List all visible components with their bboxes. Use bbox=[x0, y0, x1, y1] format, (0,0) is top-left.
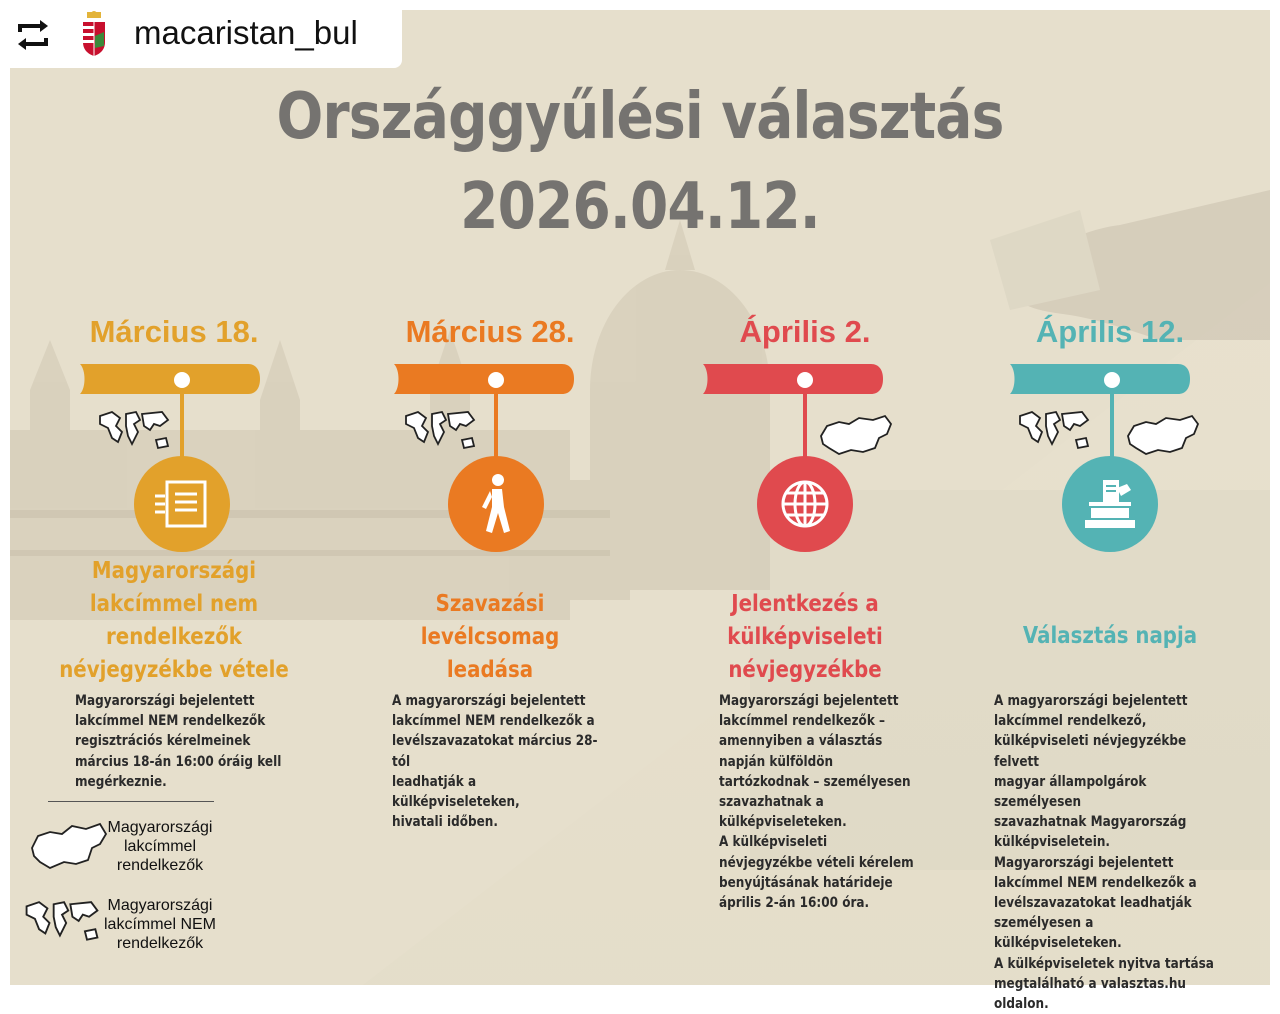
hungary-map-icon bbox=[28, 822, 108, 870]
legend-divider bbox=[48, 801, 214, 802]
step-description: Magyarországi bejelentett lakcímmel rendelkezők – amennyiben a választás napján külföldön tartózkodnak – személyesen szavazhatnak a külképviseleteken. A külképviseleti névjegyzékbe vételi kérelem benyújtásának határideje ápril‌is 2-án 16:00 óra. bbox=[719, 693, 914, 912]
hungary-coat-of-arms-icon bbox=[80, 10, 108, 58]
election-date: 2026.04.12. bbox=[460, 170, 820, 244]
hungary-map-icon bbox=[1124, 414, 1202, 456]
timeline-pin bbox=[797, 372, 813, 388]
step-heading: Választás napja bbox=[1022, 623, 1198, 649]
step-icon-circle bbox=[134, 456, 230, 552]
timeline-stem bbox=[1110, 378, 1114, 468]
timeline-pin bbox=[488, 372, 504, 388]
step-heading: Magyarországi lakcímmel nem rendelkezők névjegyzékbe vétele bbox=[59, 558, 289, 683]
timeline-stem bbox=[494, 378, 498, 468]
step-description: A magyarországi bejelentett lakcímmel rendelkező, külképviseleti névjegyzékbe felvett magyar állampolgárok személyesen szavazhatnak Magyarország külképviseletein. Magyarországi bejelentett lakcímmel NEM rendelkezők a levélszavazatokat leadhatják személyesen a külképviseleteken. A külképviseletek nyitva tartása megtalálható a valasztas.hu oldalon. bbox=[994, 693, 1214, 1013]
step-april-12 bbox=[960, 0, 1260, 1013]
timeline-ribbon bbox=[80, 364, 260, 394]
timeline-pin bbox=[1104, 372, 1120, 388]
globe-icon bbox=[779, 478, 831, 530]
registration-form-icon bbox=[151, 476, 213, 532]
step-description: Magyarországi bejelentett lakcímmel NEM rendelkezők regisztrációs kérelmeinek március 18-án 16:00 óráig kell megérkeznie. bbox=[75, 693, 282, 790]
world-map-icon bbox=[16, 898, 108, 948]
legend-hungary-label: Magyarországi lakcímmel rendelkezők bbox=[107, 819, 213, 874]
timeline-ribbon bbox=[1010, 364, 1190, 394]
world-map-icon bbox=[96, 408, 172, 456]
step-icon-circle bbox=[1062, 456, 1158, 552]
legend-world-label: Magyarországi lakcímmel NEM rendelkezők bbox=[103, 897, 216, 952]
step-description: A magyarországi bejelentett lakcímmel NEM rendelkezők a levélszavazatokat március 28-tól leadhatják a külképviseleteken, hivatali időben. bbox=[392, 693, 598, 831]
repost-header bbox=[0, 0, 402, 68]
account-handle[interactable]: macaristan_bul bbox=[134, 14, 358, 51]
step-date: Március 18. bbox=[89, 314, 259, 349]
timeline-stem bbox=[180, 378, 184, 468]
repost-icon[interactable] bbox=[14, 18, 52, 52]
timeline-ribbon bbox=[703, 364, 883, 394]
step-date: Április 2. bbox=[739, 314, 871, 349]
ballot-box-icon bbox=[1081, 478, 1139, 530]
timeline-stem bbox=[803, 378, 807, 468]
page-title: Országgyűlési választás bbox=[276, 80, 1004, 154]
timeline-pin bbox=[174, 372, 190, 388]
step-date: Március 28. bbox=[405, 314, 575, 349]
walking-person-icon bbox=[476, 473, 516, 535]
world-map-icon bbox=[1016, 408, 1092, 456]
step-heading: Jelentkezés a külképviseleti névjegyzékbe bbox=[727, 591, 883, 683]
step-icon-circle bbox=[448, 456, 544, 552]
hungary-map-icon bbox=[817, 414, 895, 456]
timeline-ribbon bbox=[394, 364, 574, 394]
step-march-28 bbox=[340, 0, 640, 987]
world-map-icon bbox=[402, 408, 478, 456]
step-date: Április 12. bbox=[1035, 314, 1185, 349]
step-heading: Szavazási levélcsomag leadása bbox=[420, 591, 560, 683]
step-april-2 bbox=[655, 0, 955, 987]
step-icon-circle bbox=[757, 456, 853, 552]
